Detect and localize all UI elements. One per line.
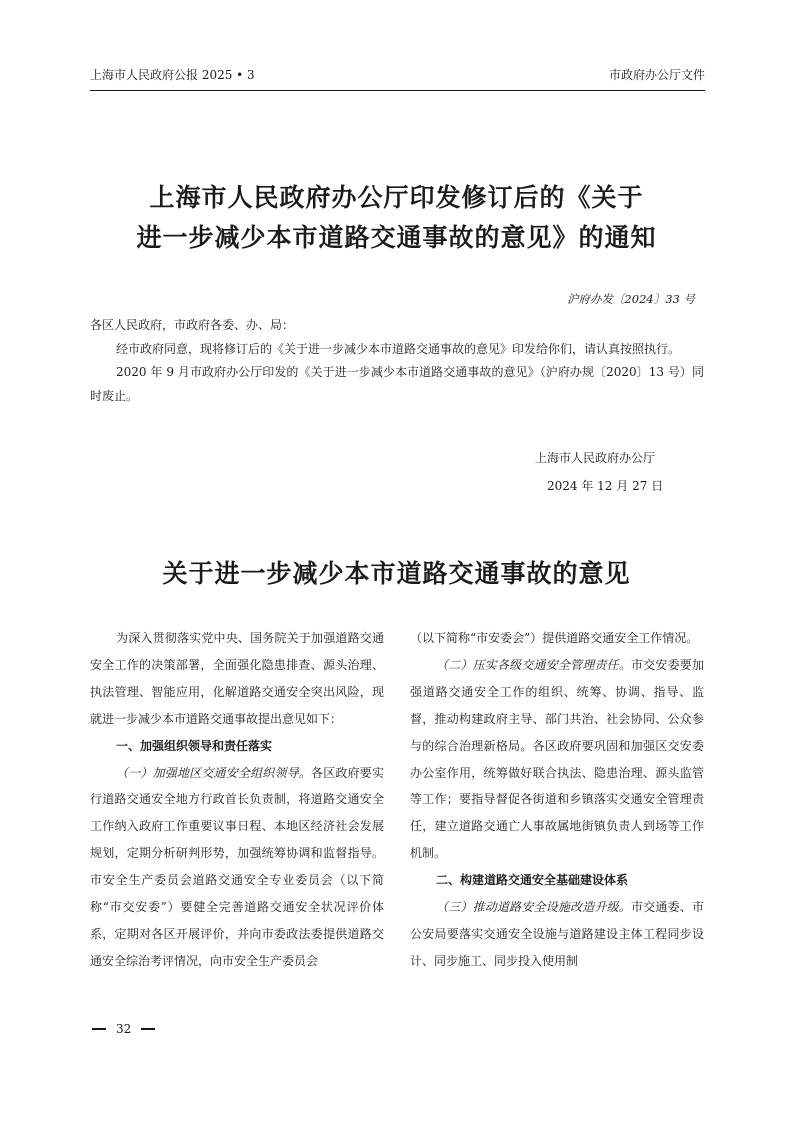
item-1-text: 各区政府要实行道路交通安全地方行政首长负责制，将道路交通安全工作纳入政府工作重要议事日程、本地区经济社会发展规划，定期分析研判形势，加强统筹协调和监督指导。市安全生产委员会道路交通安全专业委员会（以下简称“市交安委”）要健全完善道路交通安全状况评价体系，定期对各区开展评价，并向市委政法委提供道路交通安全综治考评情况，向市安全生产委员会 xyxy=(90,765,384,968)
running-header xyxy=(90,66,705,88)
header-divider xyxy=(90,90,705,91)
right-column xyxy=(410,625,704,975)
page-number-dash-right xyxy=(141,1028,155,1030)
signature-block xyxy=(535,444,675,500)
page-number-dash-left xyxy=(92,1028,106,1030)
two-column-body xyxy=(90,625,704,1025)
page-number-value: 32 xyxy=(116,1022,132,1036)
intro-paragraph: 为深入贯彻落实党中央、国务院关于加强道路交通安全工作的决策部署，全面强化隐患排查、源头治理、执法管理、智能应用，化解道路交通安全突出风险，现就进一步减少本市道路交通事故提出意见如下： xyxy=(90,631,384,726)
section-label: 市政府办公厅文件 xyxy=(608,68,705,82)
gazette-issue-label: 上海市人民政府公报 2025 • 3 xyxy=(90,68,255,82)
issuing-office: 上海市人民政府办公厅 xyxy=(535,451,656,465)
section-heading-2: 二、构建道路交通安全基础建设体系 xyxy=(436,873,629,888)
section-heading-1: 一、加强组织领导和责任落实 xyxy=(116,738,273,753)
page-number xyxy=(92,1022,155,1036)
issue-date: 2024 年 12 月 27 日 xyxy=(547,479,664,493)
notice-paragraph-2: 2020 年 9 月市政府办公厅印发的《关于进一步减少本市道路交通事故的意见》（沪府办规〔2020〕13 号）同时废止。 xyxy=(90,365,704,403)
item-3-title: （三）推动道路安全设施改造升级。 xyxy=(436,900,632,915)
item-2-text: 市交安委要加强道路交通安全工作的组织、统筹、协调、指导、监督，推动构建政府主导、部门共治、社会协同、公众参与的综合治理新格局。各区政府要巩固和加强区交安委办公室作用，统筹做好联合执法、隐患治理、源头监管等工作；要指导督促各街道和乡镇落实交通安全管理责任，建立道路交通亡人事故属地街镇负责人到场等工作机制。 xyxy=(410,657,704,861)
continued-paragraph: （以下简称“市安委会”）提供道路交通安全工作情况。 xyxy=(410,631,699,645)
item-3-paragraph xyxy=(410,894,704,975)
notice-title-line-2: 进一步减少本市道路交通事故的意见》的通知 xyxy=(136,223,657,252)
item-1-title: （一）加强地区交通安全组织领导。 xyxy=(116,765,312,780)
notice-paragraph-1: 经市政府同意，现将修订后的《关于进一步减少本市道路交通事故的意见》印发给你们，请认真按照执行。 xyxy=(116,341,681,356)
notice-title xyxy=(60,178,733,258)
addressee: 各区人民政府，市政府各委、办、局： xyxy=(90,318,295,332)
document-number: 沪府办发〔2024〕33 号 xyxy=(566,292,695,306)
notice-title-line-1: 上海市人民政府办公厅印发修订后的《关于 xyxy=(149,183,644,212)
item-2-paragraph xyxy=(410,652,704,867)
item-3-text: 市交通委、市公安局要落实交通安全设施与道路建设主体工程同步设计、同步施工、同步投入使用制 xyxy=(410,900,704,968)
item-1-paragraph xyxy=(90,760,384,975)
item-2-title: （二）压实各级交通安全管理责任。 xyxy=(436,657,632,672)
opinion-title: 关于进一步减少本市道路交通事故的意见 xyxy=(162,559,631,588)
notice-body xyxy=(90,314,704,408)
left-column xyxy=(90,625,384,975)
